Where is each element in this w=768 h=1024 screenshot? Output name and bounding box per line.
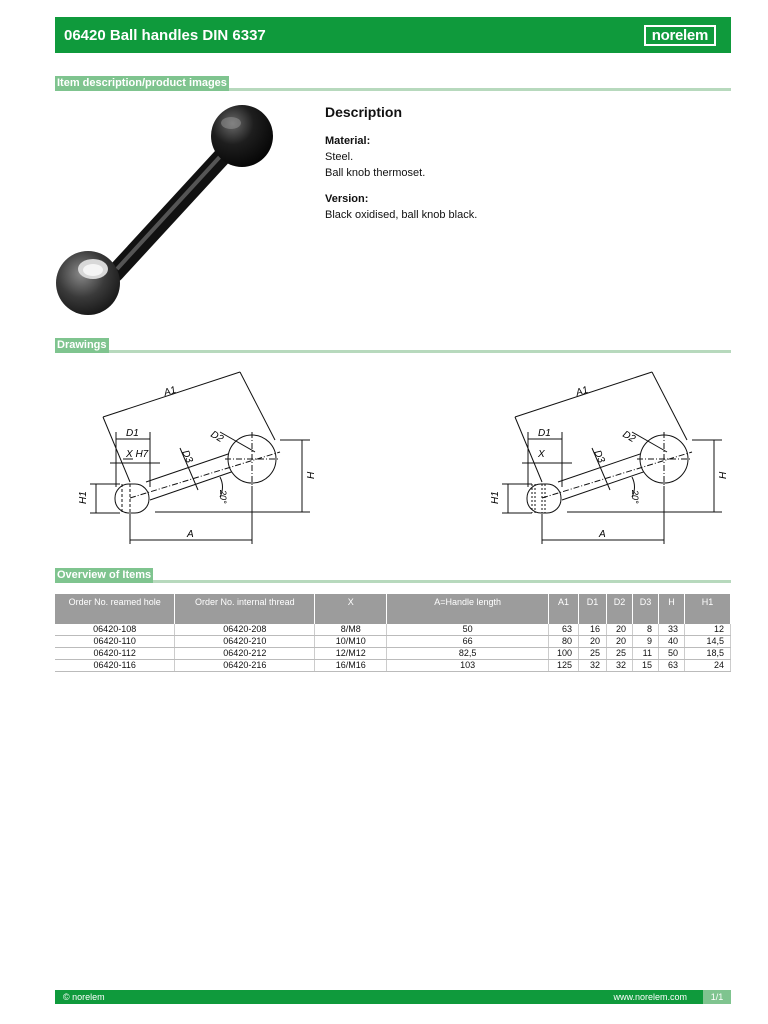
section-product-images: [55, 73, 731, 91]
page-header: [55, 17, 731, 53]
table-cell: 12/M12: [315, 648, 387, 660]
product-photo: [55, 103, 275, 318]
table-cell: 20: [579, 636, 607, 648]
table-cell: 82,5: [387, 648, 549, 660]
table-cell: 8: [632, 624, 658, 636]
table-cell: 20: [607, 636, 633, 648]
table-row: [55, 660, 731, 672]
dim-d3-label: D3: [591, 448, 607, 465]
col-header: Order No. internal thread: [175, 594, 315, 624]
table-cell: 9: [632, 636, 658, 648]
dim-h1-label: H1: [490, 491, 501, 504]
table-cell: 125: [549, 660, 579, 672]
table-cell: 20: [607, 624, 633, 636]
dim-d2-label: D2: [208, 429, 226, 445]
table-cell: 66: [387, 636, 549, 648]
table-cell: 100: [549, 648, 579, 660]
dim-angle-label: 20°: [630, 490, 640, 504]
section-title-overview: Overview of Items: [57, 569, 152, 581]
table-cell: 10/M10: [315, 636, 387, 648]
section-title-drawings: Drawings: [57, 339, 107, 351]
table-cell: 33: [658, 624, 684, 636]
col-header: A1: [549, 594, 579, 624]
version-line-1: Black oxidised, ball knob black.: [325, 209, 478, 221]
table-cell: 50: [387, 624, 549, 636]
table-cell: 06420-116: [55, 660, 175, 672]
col-header: A=Handle length: [387, 594, 549, 624]
version-label: Version:: [325, 193, 369, 205]
col-header: H1: [684, 594, 730, 624]
table-row: [55, 624, 731, 636]
table-cell: 8/M8: [315, 624, 387, 636]
table-cell: 15: [632, 660, 658, 672]
col-header: D3: [632, 594, 658, 624]
table-cell: 63: [658, 660, 684, 672]
dim-h1-label: H1: [78, 491, 89, 504]
table-cell: 24: [684, 660, 730, 672]
table-cell: 14,5: [684, 636, 730, 648]
table-cell: 40: [658, 636, 684, 648]
footer-page-number: 1/1: [703, 990, 731, 1004]
col-header: X: [315, 594, 387, 624]
col-header: Order No. reamed hole: [55, 594, 175, 624]
dim-d1-label: D1: [126, 428, 139, 439]
page-title: 06420 Ball handles DIN 6337: [64, 26, 266, 44]
table-cell: 32: [579, 660, 607, 672]
table-cell: 16/M16: [315, 660, 387, 672]
material-line-2: Ball knob thermoset.: [325, 167, 426, 179]
dim-angle-label: 20°: [218, 490, 228, 504]
description-block: [325, 103, 725, 233]
col-header: D1: [579, 594, 607, 624]
col-header: H: [658, 594, 684, 624]
description-heading: Description: [325, 104, 403, 120]
items-table: [55, 594, 731, 672]
table-cell: 18,5: [684, 648, 730, 660]
table-cell: 63: [549, 624, 579, 636]
table-cell: 50: [658, 648, 684, 660]
table-cell: 103: [387, 660, 549, 672]
dim-h-label: H: [306, 471, 317, 479]
page-footer: [55, 990, 731, 1004]
section-title-product: Item description/product images: [57, 77, 227, 89]
table-cell: 06420-216: [175, 660, 315, 672]
table-cell: 16: [579, 624, 607, 636]
table-cell: 06420-212: [175, 648, 315, 660]
material-line-1: Steel.: [325, 151, 354, 163]
dim-a1-label: A1: [574, 384, 590, 399]
table-header-row: [55, 594, 731, 624]
dim-d1-label: D1: [538, 428, 551, 439]
norelem-logo: norelem: [644, 25, 716, 46]
table-row: [55, 648, 731, 660]
footer-website-link[interactable]: www.norelem.com: [613, 992, 687, 1002]
dim-a-label: A: [599, 529, 606, 540]
material-label: Material:: [325, 135, 371, 147]
dim-x-label: X H7: [126, 449, 149, 460]
dim-h-label: H: [718, 471, 729, 479]
dim-d2-label: D2: [620, 429, 638, 445]
table-cell: 06420-112: [55, 648, 175, 660]
table-cell: 11: [632, 648, 658, 660]
dim-d3-label: D3: [179, 448, 195, 465]
dim-a-label: A: [187, 529, 194, 540]
table-cell: 32: [607, 660, 633, 672]
table-cell: 06420-208: [175, 624, 315, 636]
col-header: D2: [607, 594, 633, 624]
table-row: [55, 636, 731, 648]
table-cell: 80: [549, 636, 579, 648]
section-drawings: [55, 335, 731, 353]
footer-copyright: © norelem: [63, 992, 105, 1002]
dim-a1-label: A1: [162, 384, 178, 399]
section-overview: [55, 565, 731, 583]
drawing-reamed-hole: [70, 362, 330, 552]
table-cell: 12: [684, 624, 730, 636]
table-cell: 25: [579, 648, 607, 660]
drawing-internal-thread: [482, 362, 742, 552]
table-cell: 25: [607, 648, 633, 660]
table-cell: 06420-108: [55, 624, 175, 636]
dim-x-label: X: [538, 449, 545, 460]
table-cell: 06420-210: [175, 636, 315, 648]
table-cell: 06420-110: [55, 636, 175, 648]
